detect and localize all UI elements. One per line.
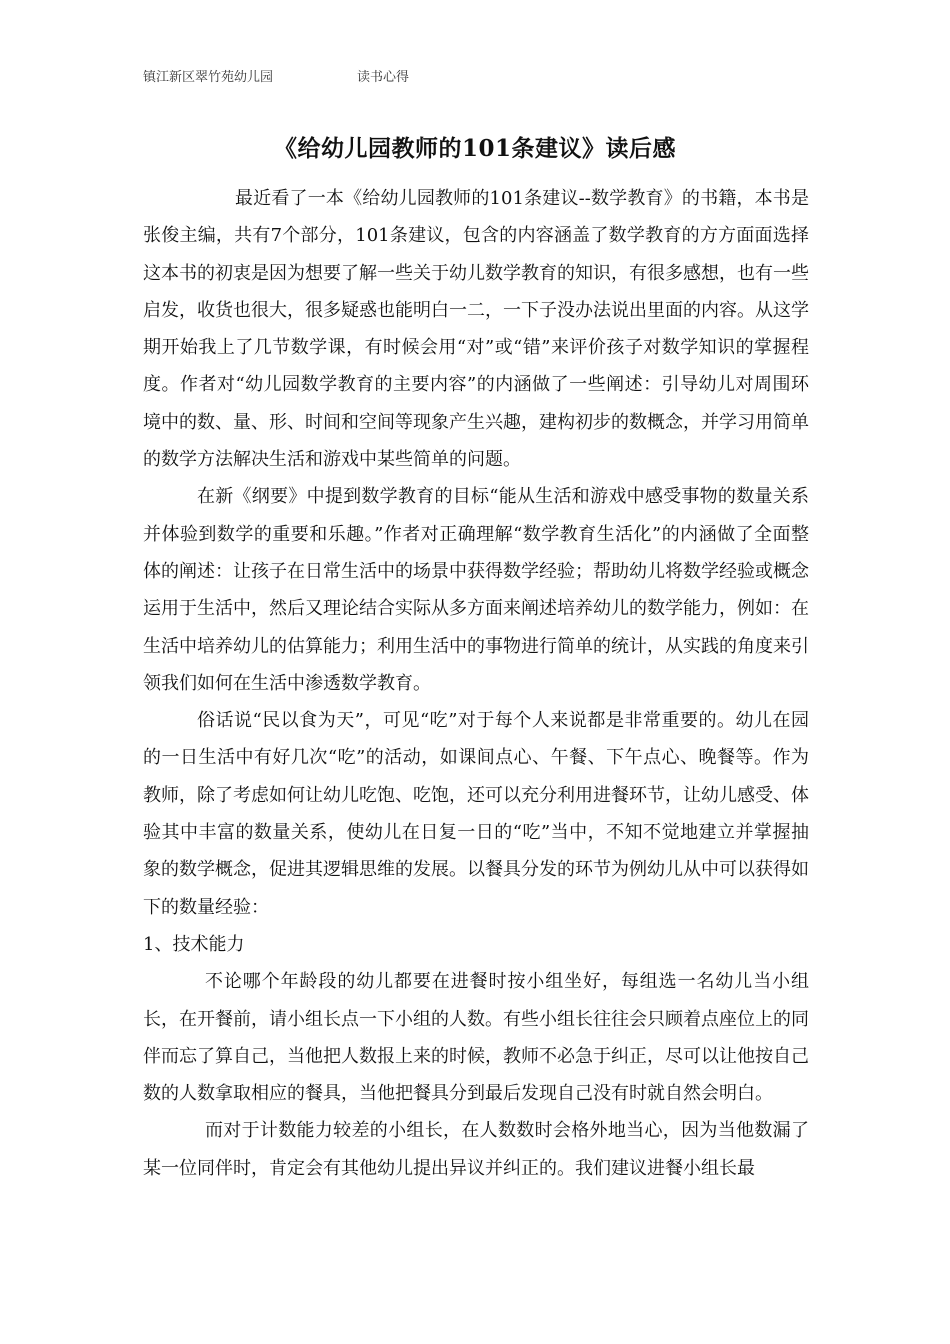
page-header	[143, 66, 409, 85]
header-doc-type: 读书心得	[357, 70, 410, 85]
paragraph-eating: 俗话说“民以食为天”，可见“吃”对于每个人来说都是非常重要的。幼儿在园的一日生活中有好几次“吃”的活动，如课间点心、午餐、下午点心、晚餐等。作为教师，除了考虑如何让幼儿吃饱、吃饱，还可以充分利用进餐环节，让幼儿感受、体验其中丰富的数量关系，使幼儿在日复一日的“吃”当中，不知不觉地建立并掌握抽象的数学概念，促进其逻辑思维的发展。以餐具分发的环节为例幼儿从中可以获得如下的数量经验：	[143, 710, 809, 918]
paragraph-group-leader: 不论哪个年龄段的幼儿都要在进餐时按小组坐好，每组选一名幼儿当小组长，在开餐前，请小组长点一下小组的人数。有些小组长往往会只顾着点座位上的同伴而忘了算自己，当他把人数报上来的时候，教师不必急于纠正，尽可以让他按自己数的人数拿取相应的餐具，当他把餐具分到最后发现自己没有时就自然会明白。	[143, 971, 809, 1105]
paragraph-counting: 而对于计数能力较差的小组长，在人数数时会格外地当心，因为当他数漏了某一位同伴时，肯定会有其他幼儿提出异议并纠正的。我们建议进餐小组长最	[143, 1120, 809, 1179]
section-heading: 1、技术能力	[143, 933, 245, 955]
header-org: 镇江新区翠竹苑幼儿园	[143, 70, 274, 85]
document-body	[143, 180, 809, 1187]
document-title: 《给幼儿园教师的101条建议》读后感	[273, 135, 676, 162]
paragraph-intro: 最近看了一本《给幼儿园教师的101条建议--数学教育》的书籍，本书是张俊主编，共有7个部分，101条建议，包含的内容涵盖了数学教育的方方面面选择这本书的初衷是因为想要了解一些关于幼儿数学教育的知识，有很多感想，也有一些启发，收货也很大，很多疑惑也能明白一二，一下子没办法说出里面的内容。从这学期开始我上了几节数学课，有时候会用“对”或“错”来评价孩子对数学知识的掌握程度。作者对“幼儿园数学教育的主要内容”的内涵做了一些阐述：引导幼儿对周围环境中的数、量、形、时间和空间等现象产生兴趣，建构初步的数概念，并学习用简单的数学方法解决生活和游戏中某些简单的问题。	[143, 188, 809, 471]
paragraph-guideline: 在新《纲要》中提到数学教育的目标“能从生活和游戏中感受事物的数量关系并体验到数学的重要和乐趣。”作者对正确理解“数学教育生活化”的内涵做了全面整体的阐述：让孩子在日常生活中的场景中获得数学经验；帮助幼儿将数学经验或概念运用于生活中，然后又理论结合实际从多方面来阐述培养幼儿的数学能力，例如：在生活中培养幼儿的估算能力；利用生活中的事物进行简单的统计，从实践的角度来引领我们如何在生活中渗透数学教育。	[143, 486, 809, 694]
